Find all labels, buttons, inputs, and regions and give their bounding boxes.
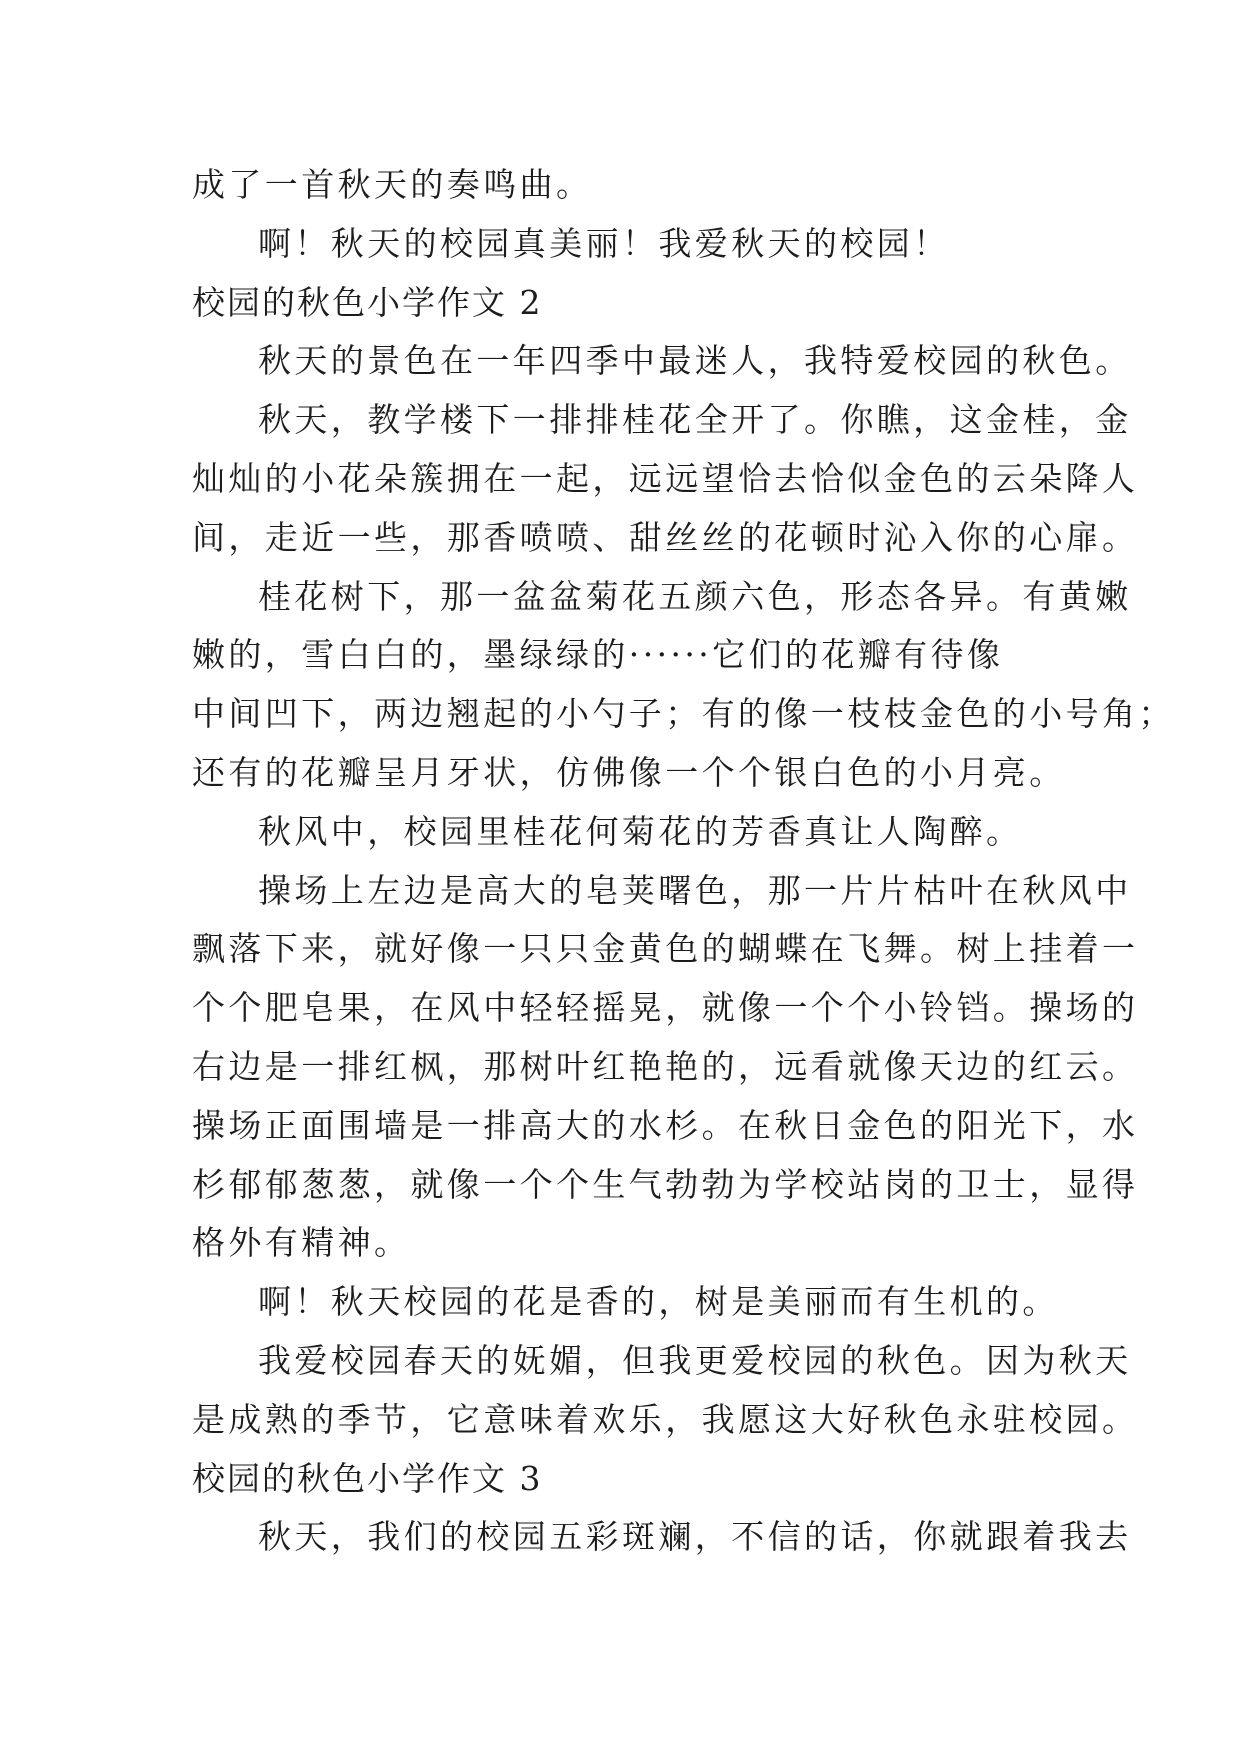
text-line: 灿灿的小花朵簇拥在一起，远远望恰去恰似金色的云朵降人: [192, 458, 1139, 498]
text-line: 秋天，我们的校园五彩斑斓，不信的话，你就跟着我去: [258, 1517, 1132, 1557]
text-line: 个个肥皂果，在风中轻轻摇晃，就像一个个小铃铛。操场的: [192, 988, 1139, 1028]
section-heading: 校园的秋色小学作文 2: [192, 282, 543, 322]
text-line: 桂花树下，那一盆盆菊花五颜六色，形态各异。有黄嫩: [258, 576, 1132, 616]
text-line: 秋天的景色在一年四季中最迷人，我特爱校园的秋色。: [258, 341, 1132, 381]
text-line: 啊！秋天的校园真美丽！我爱秋天的校园！: [258, 223, 950, 263]
text-line: 秋天，教学楼下一排排桂花全开了。你瞧，这金桂，金: [258, 400, 1132, 440]
text-line: 中间凹下，两边翘起的小勺子；有的像一枝枝金色的小号角；: [192, 694, 1175, 734]
text-line: 还有的花瓣呈月牙状，仿佛像一个个银白色的小月亮。: [192, 752, 1066, 792]
text-line: 飘落下来，就好像一只只金黄色的蝴蝶在飞舞。树上挂着一: [192, 929, 1139, 969]
text-line: 嫩的，雪白白的，墨绿绿的······它们的花瓣有待像: [192, 635, 1004, 675]
text-line: 间，走近一些，那香喷喷、甜丝丝的花顿时沁入你的心扉。: [192, 517, 1139, 557]
text-line: 成了一首秋天的奏鸣曲。: [192, 165, 593, 204]
text-line: 是成熟的季节，它意味着欢乐，我愿这大好秋色永驻校园。: [192, 1399, 1139, 1439]
text-line: 格外有精神。: [192, 1223, 411, 1263]
text-line: 操场上左边是高大的皂荚曙色，那一片片枯叶在秋风中: [258, 870, 1132, 910]
section-heading: 校园的秋色小学作文 3: [192, 1458, 543, 1498]
text-line: 啊！秋天校园的花是香的，树是美丽而有生机的。: [258, 1282, 1059, 1322]
text-line: 我爱校园春天的妩媚，但我更爱校园的秋色。因为秋天: [258, 1340, 1132, 1380]
text-line: 操场正面围墙是一排高大的水杉。在秋日金色的阳光下，水: [192, 1105, 1139, 1145]
document-body: [192, 156, 1175, 1567]
text-line: 右边是一排红枫，那树叶红艳艳的，远看就像天边的红云。: [192, 1046, 1139, 1086]
text-line: 杉郁郁葱葱，就像一个个生气勃勃为学校站岗的卫士，显得: [192, 1164, 1139, 1204]
text-line: 秋风中，校园里桂花何菊花的芳香真让人陶醉。: [258, 811, 1023, 851]
